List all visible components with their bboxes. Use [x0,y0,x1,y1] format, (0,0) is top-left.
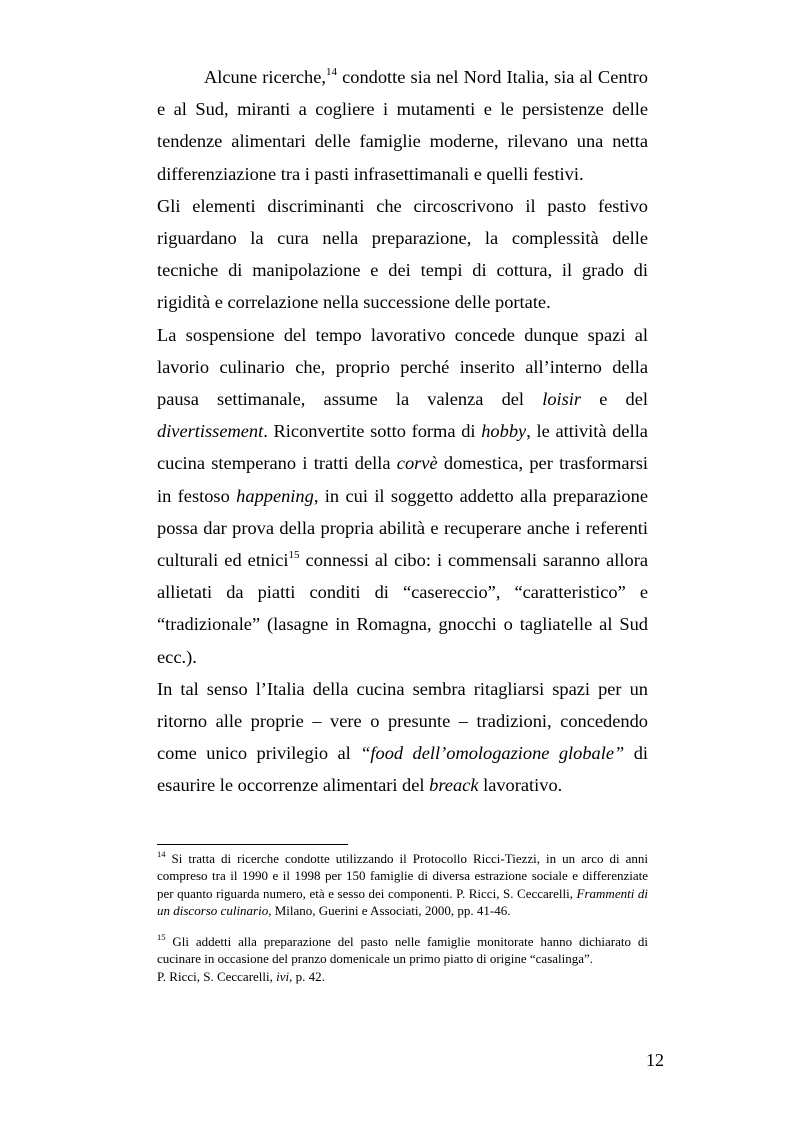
paragraph-2: Gli elementi discriminanti che circoscrivono il pasto festivo riguardano la cura nella preparazione, la complessità delle tecniche di manipolazione e dei tempi di cottura, il grado di rigidità e correlazione nella successione delle portate. [157,195,648,313]
footnote-number-14: 14 [157,848,166,859]
paragraph-1: Alcune ricerche,$^{14}$ condotte sia nel Nord Italia, sia al Centro e al Sud, miranti a cogliere i mutamenti e le persistenze delle tendenze alimentari delle famiglie moderne, rilevano una netta differenziazione tra i pasti infrasettimanali e quelli festivi. [157,65,648,184]
page-number: 12 [646,1050,664,1070]
footnote-number-15: 15 [157,931,166,942]
footnotes [157,850,648,985]
footnote-ref-14[interactable]: 14 [326,65,338,78]
footnote-ref-15[interactable]: 15 [288,548,300,561]
paragraph-4: In tal senso l’Italia della cucina sembra ritagliarsi spazi per un ritorno alle proprie – vere o presunte – tradizioni, concedendo come unico privilegio al “food dell’omologazione globale” di esaurire le occorrenze alimentari del breack lavorativo. [157,678,649,796]
paragraph-3: La sospensione del tempo lavorativo concede dunque spazi al lavorio culinario che, proprio perché inserito all’interno della pausa settimanale, assume la valenza del loisir e del divertissement. Riconvertite sotto forma di hobby, le attività della cucina stemperano i tratti della corvè domestica, per trasformarsi in festoso happening, in cui il soggetto addetto alla preparazione possa dar prova della propria abilità e recuperare anche i referenti culturali ed etnici$^{15}$ connessi al cibo: i commensali saranno allora allietati da piatti conditi di “casereccio”, “caratteristico” e “tradizionale” (lasagne in Romagna, gnocchi o tagliatelle al Sud ecc.). [157,324,649,667]
footnote-15: $^{15}$ Gli addetti alla preparazione del pasto nelle famiglie monitorate hanno dichiarato di cucinare in occasione del pranzo domenicale un primo piatto di origine “casalinga”. P. Ricci, S. Ceccarelli, ivi, p. 42. [157,931,648,984]
body-text [157,61,648,802]
footnote-14: $^{14}$ Si tratta di ricerche condotte utilizzando il Protocollo Ricci-Tiezzi, in un arco di anni compreso tra il 1990 e il 1998 per 150 famiglie di diversa estrazione sociale e differenziate per quanto riguarda numero, età e sesso dei componenti. P. Ricci, S. Ceccarelli, Frammenti di un discorso culinario, Milano, Guerini e Associati, 2000, pp. 41-46. [157,848,648,918]
footnote-separator [157,844,348,845]
